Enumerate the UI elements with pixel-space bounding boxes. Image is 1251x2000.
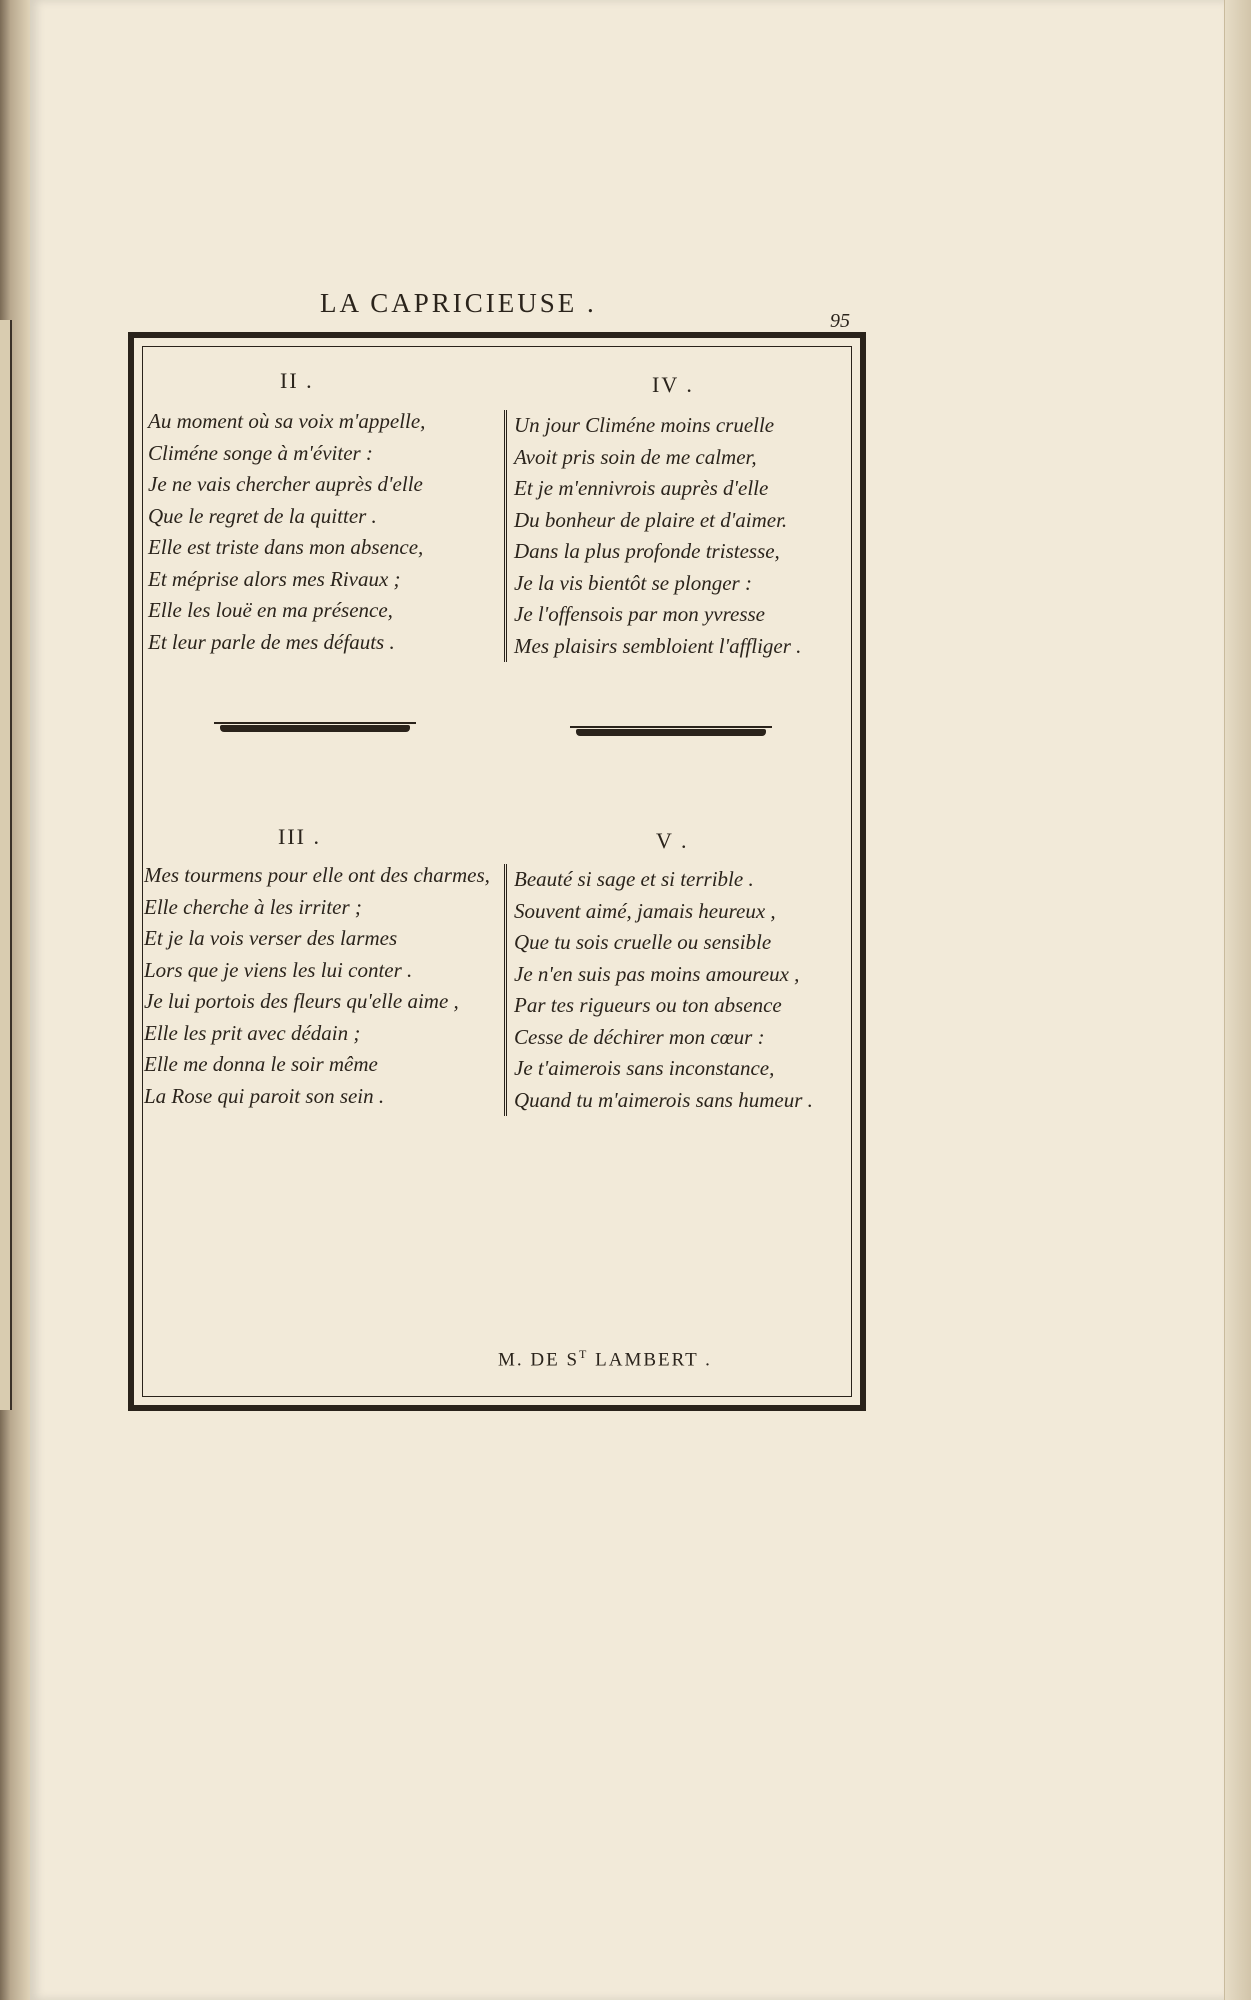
verse-line: Je l'offensois par mon yvresse — [514, 602, 765, 626]
stanza-2 — [148, 406, 425, 658]
verse-line: Et méprise alors mes Rivaux ; — [148, 566, 401, 591]
engraved-frame — [128, 332, 866, 1411]
verse-line: Par tes rigueurs ou ton absence — [514, 993, 782, 1017]
verse-line: Je ne vais chercher auprès d'elle — [148, 472, 423, 496]
verse-line: Climéne songe à m'éviter : — [148, 440, 373, 465]
verse-line: Quand tu m'aimerois sans humeur . — [514, 1087, 813, 1112]
verse-line: Dans la plus profonde tristesse, — [514, 539, 780, 563]
stanza-number-3: III . — [278, 824, 321, 849]
stanza-number-4: IV . — [652, 372, 694, 397]
stanza-3 — [144, 860, 490, 1112]
verse-line: Lors que je viens les lui conter . — [144, 957, 413, 982]
signature-surname: LAMBERT . — [588, 1349, 712, 1371]
stanza-5 — [504, 864, 813, 1116]
verse-line: Et je m'ennivrois auprès d'elle — [514, 476, 769, 500]
verse-line: Au moment où sa voix m'appelle, — [148, 409, 426, 433]
verse-line: Un jour Climéne moins cruelle — [514, 413, 775, 437]
verse-line: Du bonheur de plaire et d'aimer. — [514, 507, 788, 532]
running-head: LA CAPRICIEUSE . — [320, 288, 597, 318]
ornamental-rule-left — [220, 725, 410, 732]
verse-line: Que tu sois cruelle ou sensible — [514, 930, 772, 954]
page-right-edge — [1224, 0, 1251, 2000]
page-number: 95 — [830, 310, 850, 332]
verse-line: Mes tourmens pour elle ont des charmes, — [144, 863, 490, 887]
verse-line: Souvent aimé, jamais heureux , — [514, 898, 776, 923]
verse-line: Et je la vois verser des larmes — [144, 926, 398, 950]
verse-line: Et leur parle de mes défauts . — [148, 629, 395, 654]
ornamental-rule-right — [576, 729, 766, 736]
verse-line: Elle les prit avec dédain ; — [144, 1020, 361, 1045]
verse-line: Cesse de déchirer mon cœur : — [514, 1024, 765, 1049]
facing-page-edge — [0, 320, 12, 1410]
book-page — [30, 0, 1225, 2000]
verse-line: La Rose qui paroit son sein . — [144, 1083, 385, 1108]
verse-line: Je lui portois des fleurs qu'elle aime , — [144, 989, 459, 1013]
verse-line: Je t'aimerois sans inconstance, — [514, 1056, 775, 1080]
verse-line: Avoit pris soin de me calmer, — [514, 444, 757, 469]
verse-line: Beauté si sage et si terrible . — [514, 867, 754, 891]
stanza-4 — [504, 410, 801, 662]
stanza-number-2: II . — [280, 368, 314, 393]
verse-line: Elle cherche à les irriter ; — [144, 894, 362, 919]
signature-prefix: M. DE S — [498, 1349, 580, 1371]
signature-superscript: T — [579, 1347, 589, 1361]
verse-line: Elle les louë en ma présence, — [148, 598, 393, 622]
verse-line: Je la vis bientôt se plonger : — [514, 570, 752, 595]
verse-line: Mes plaisirs sembloient l'affliger . — [514, 633, 802, 658]
verse-line: Je n'en suis pas moins amoureux , — [514, 961, 800, 986]
verse-line: Que le regret de la quitter . — [148, 503, 377, 528]
author-signature — [498, 1347, 712, 1371]
verse-line: Elle me donna le soir même — [144, 1052, 378, 1076]
stanza-number-5: V . — [656, 828, 689, 853]
verse-line: Elle est triste dans mon absence, — [148, 535, 424, 559]
